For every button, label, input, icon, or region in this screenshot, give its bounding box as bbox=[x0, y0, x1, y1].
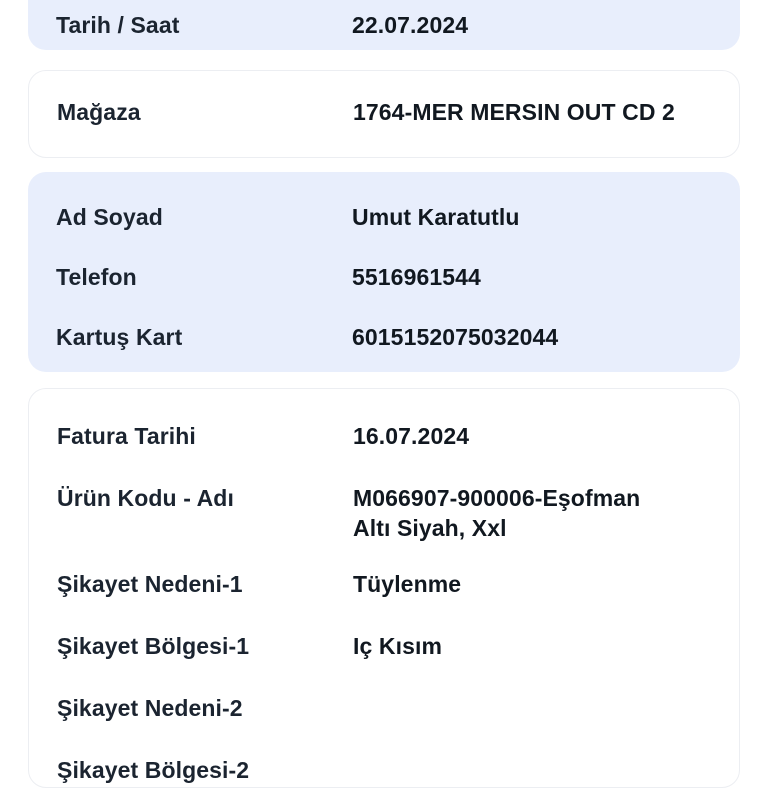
row-urun-kodu-adi bbox=[29, 475, 739, 561]
row-sikayet-nedeni-1 bbox=[29, 561, 739, 623]
value-telefon: 5516961544 bbox=[352, 264, 481, 290]
label-sikayet-nedeni-1: Şikayet Nedeni-1 bbox=[57, 571, 243, 597]
value-urun-kodu-adi-line2: Altı Siyah, Xxl bbox=[353, 515, 507, 541]
label-kartus-kart: Kartuş Kart bbox=[56, 324, 183, 350]
value-urun-kodu-adi bbox=[353, 483, 711, 543]
card-datetime bbox=[28, 0, 740, 50]
row-sikayet-nedeni-2 bbox=[29, 685, 739, 747]
value-ad-soyad: Umut Karatutlu bbox=[352, 204, 520, 230]
row-ad-soyad bbox=[28, 194, 740, 254]
row-tarih-saat bbox=[28, 0, 740, 40]
card-store bbox=[28, 70, 740, 158]
label-sikayet-nedeni-2: Şikayet Nedeni-2 bbox=[57, 695, 243, 721]
value-sikayet-nedeni-1: Tüylenme bbox=[353, 571, 462, 597]
label-sikayet-bolgesi-1: Şikayet Bölgesi-1 bbox=[57, 633, 250, 659]
value-urun-kodu-adi-line1: M066907-900006-Eşofman bbox=[353, 485, 641, 511]
value-fatura-tarihi: 16.07.2024 bbox=[353, 423, 470, 449]
value-magaza: 1764-MER MERSIN OUT CD 2 bbox=[353, 99, 675, 125]
label-ad-soyad: Ad Soyad bbox=[56, 204, 163, 230]
label-urun-kodu-adi: Ürün Kodu - Adı bbox=[57, 485, 234, 511]
label-fatura-tarihi: Fatura Tarihi bbox=[57, 423, 196, 449]
value-kartus-kart: 6015152075032044 bbox=[352, 324, 559, 350]
label-sikayet-bolgesi-2: Şikayet Bölgesi-2 bbox=[57, 757, 250, 783]
label-tarih-saat: Tarih / Saat bbox=[56, 12, 180, 38]
value-sikayet-bolgesi-1: Iç Kısım bbox=[353, 633, 443, 659]
label-magaza: Mağaza bbox=[57, 99, 141, 125]
row-magaza bbox=[29, 71, 739, 127]
row-telefon bbox=[28, 254, 740, 314]
card-complaint bbox=[28, 388, 740, 788]
row-fatura-tarihi bbox=[29, 413, 739, 475]
row-sikayet-bolgesi-2 bbox=[29, 747, 739, 809]
label-telefon: Telefon bbox=[56, 264, 137, 290]
row-sikayet-bolgesi-1 bbox=[29, 623, 739, 685]
card-customer bbox=[28, 172, 740, 372]
value-tarih-saat: 22.07.2024 bbox=[352, 12, 469, 38]
row-kartus-kart bbox=[28, 314, 740, 374]
